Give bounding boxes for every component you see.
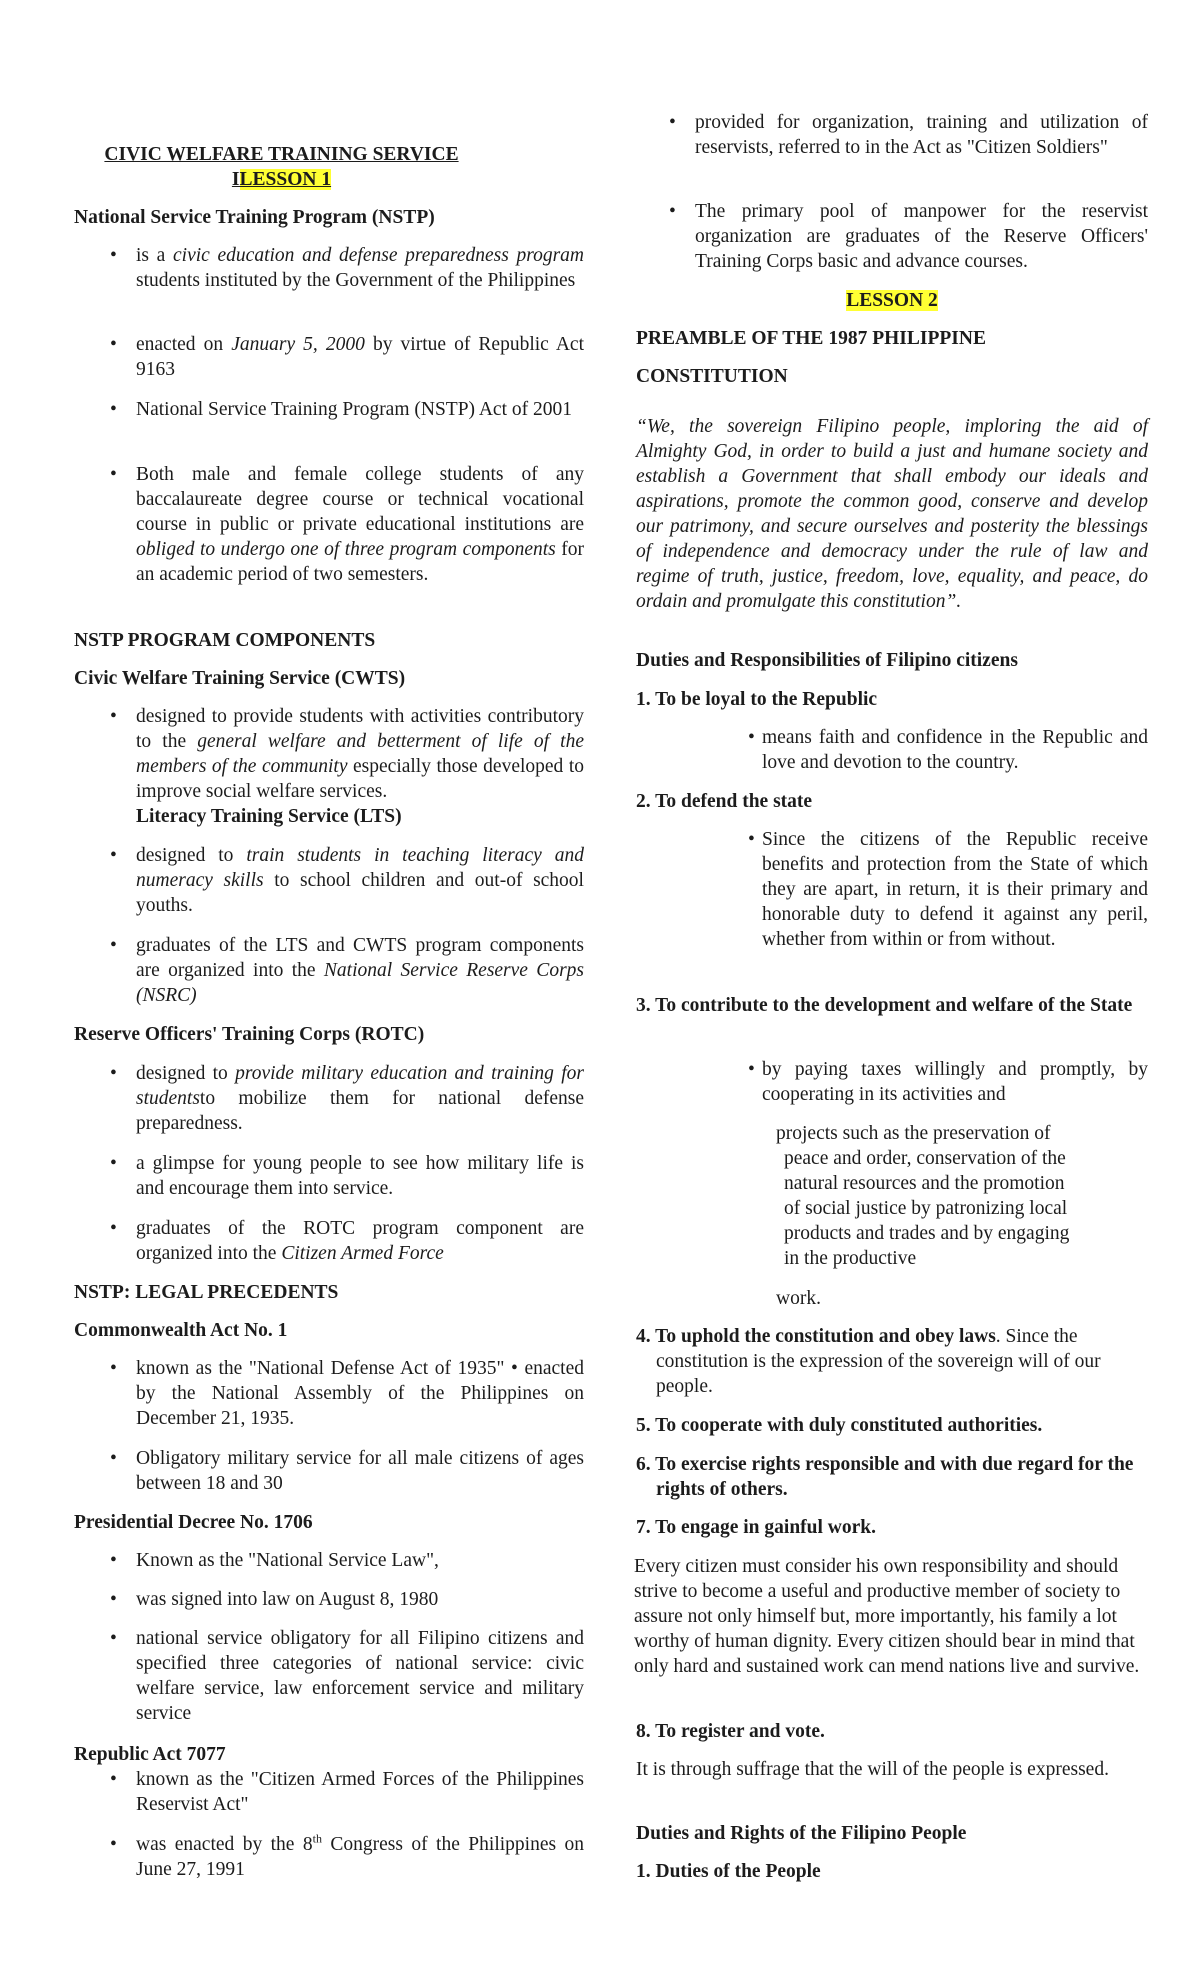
lesson-2-label: LESSON 2: [846, 290, 938, 311]
nstp-heading: National Service Training Program (NSTP): [74, 207, 435, 228]
lts-bullet-2: • graduates of the LTS and CWTS program components are organized into the National Service Reserve Corps (NSRC): [110, 933, 584, 1008]
rotc-bullet-2: • a glimpse for young people to see how military life is and encourage them into service.: [110, 1151, 584, 1201]
rotc-heading: Reserve Officers' Training Corps (ROTC): [74, 1024, 425, 1045]
title-line-1: CIVIC WELFARE TRAINING SERVICE: [104, 144, 459, 165]
duty-3: 3. To contribute to the development and welfare of the State: [636, 995, 1133, 1016]
preamble-heading-1: PREAMBLE OF THE 1987 PHILIPPINE: [636, 328, 986, 349]
duty-7-text: Every citizen must consider his own responsibility and should strive to become a useful and productive member of society to assure not only himself but, more importantly, his family a lot worthy of human dignity. Every citizen should bear in mind that only hard and sustained work can mend nations live and survive.: [634, 1556, 1140, 1677]
duty-7: 7. To engage in gainful work.: [636, 1517, 877, 1538]
nstp-bullet-2: • enacted on January 5, 2000 by virtue of Republic Act 9163: [110, 332, 584, 382]
nstp-bullet-4: • Both male and female college students of any baccalaureate degree course or technical vocational course in public or private educational institutions are obliged to undergo one of three program components for an academic period of two semesters.: [110, 462, 584, 587]
lts-bullet-1: • designed to train students in teaching literacy and numeracy skills to school children and out-of school youths.: [110, 843, 584, 918]
duties-of-people: 1. Duties of the People: [636, 1861, 821, 1882]
reservist-bullet-2: • The primary pool of manpower for the reservist organization are graduates of the Reserve Officers' Training Corps basic and advance courses.: [669, 199, 1148, 274]
duty-1: 1. To be loyal to the Republic: [636, 689, 878, 710]
reservist-bullet-1: • provided for organization, training and utilization of reservists, referred to in the Act as "Citizen Soldiers": [669, 110, 1148, 160]
pd-bullet-3: • national service obligatory for all Filipino citizens and specified three categories of national service: civic welfare service, law enforcement service and military service: [110, 1626, 584, 1726]
duty-8-text: It is through suffrage that the will of the people is expressed.: [636, 1759, 1109, 1780]
duty-5: 5. To cooperate with duly constituted authorities.: [636, 1415, 1043, 1436]
duty-4: 4. To uphold the constitution and obey laws. Since the constitution is the expression of the sovereign will of our people.: [636, 1326, 1101, 1397]
legal-heading: NSTP: LEGAL PRECEDENTS: [74, 1282, 339, 1303]
duty-2-bullet: • Since the citizens of the Republic receive benefits and protection from the State of which they are apart, in return, it is their primary and honorable duty to defend it against any peril, whether from within or from without.: [748, 827, 1148, 952]
ca1-heading: Commonwealth Act No. 1: [74, 1320, 288, 1341]
ca1-bullet-2: • Obligatory military service for all male citizens of ages between 18 and 30: [110, 1446, 584, 1496]
preamble-text: “We, the sovereign Filipino people, imploring the aid of Almighty God, in order to build a just and humane society and establish a Government that shall embody our ideals and aspirations, promote the common good, conserve and develop our patrimony, and secure ourselves and posterity the blessings of independence and democracy under the rule of law and regime of truth, justice, freedom, love, equality, and peace, do ordain and promulgate this constitution”.: [636, 416, 1148, 612]
duty-8: 8. To register and vote.: [636, 1721, 825, 1742]
duty-3-bullet: • by paying taxes willingly and promptly, by cooperating in its activities and: [748, 1057, 1148, 1107]
ra-bullet-1: • known as the "Citizen Armed Forces of the Philippines Reservist Act": [110, 1767, 584, 1817]
duty-3-continuation: projects such as the preservation of peace and order, conservation of the natural resources and the promotion of social justice by patronizing local products and trades and by engaging in the productive: [776, 1123, 1070, 1269]
duty-6: 6. To exercise rights responsible and with due regard for the rights of others.: [636, 1454, 1134, 1500]
pd-heading: Presidential Decree No. 1706: [74, 1512, 313, 1533]
duty-3-work: work.: [776, 1288, 821, 1309]
lts-heading: Literacy Training Service (LTS): [136, 806, 402, 827]
cwts-heading: Civic Welfare Training Service (CWTS): [74, 668, 406, 689]
duty-1-bullet: • means faith and confidence in the Republic and love and devotion to the country.: [748, 725, 1148, 775]
nstp-bullet-1: • is a civic education and defense preparedness program students instituted by the Government of the Philippines: [110, 243, 584, 293]
title-prefix: I: [231, 169, 240, 190]
ra-bullet-2: • was enacted by the 8th Congress of the Philippines on June 27, 1991: [110, 1832, 584, 1882]
rights-heading: Duties and Rights of the Filipino People: [636, 1823, 967, 1844]
page-title: [74, 142, 489, 192]
title-line-2: [74, 167, 489, 192]
pd-bullet-2: • was signed into law on August 8, 1980: [110, 1587, 584, 1612]
ra-heading: Republic Act 7077: [74, 1744, 226, 1765]
rotc-bullet-3: • graduates of the ROTC program component are organized into the Citizen Armed Force: [110, 1216, 584, 1266]
components-heading: NSTP PROGRAM COMPONENTS: [74, 630, 376, 651]
rotc-bullet-1: • designed to provide military education and training for studentsto mobilize them for national defense preparedness.: [110, 1061, 584, 1136]
lesson-1-label: LESSON 1: [239, 169, 332, 190]
ca1-bullet-1: • known as the "National Defense Act of 1935" • enacted by the National Assembly of the Philippines on December 21, 1935.: [110, 1356, 584, 1431]
nstp-bullet-3: • National Service Training Program (NSTP) Act of 2001: [110, 397, 584, 422]
preamble-heading-2: CONSTITUTION: [636, 366, 788, 387]
cwts-bullet-1: • designed to provide students with activities contributory to the general welfare and betterment of life of the members of the community especially those developed to improve social welfare services. Literacy Training Service (LTS): [110, 704, 584, 829]
pd-bullet-1: • Known as the "National Service Law",: [110, 1548, 584, 1573]
duties-heading: Duties and Responsibilities of Filipino citizens: [636, 650, 1018, 671]
duty-2: 2. To defend the state: [636, 791, 813, 812]
